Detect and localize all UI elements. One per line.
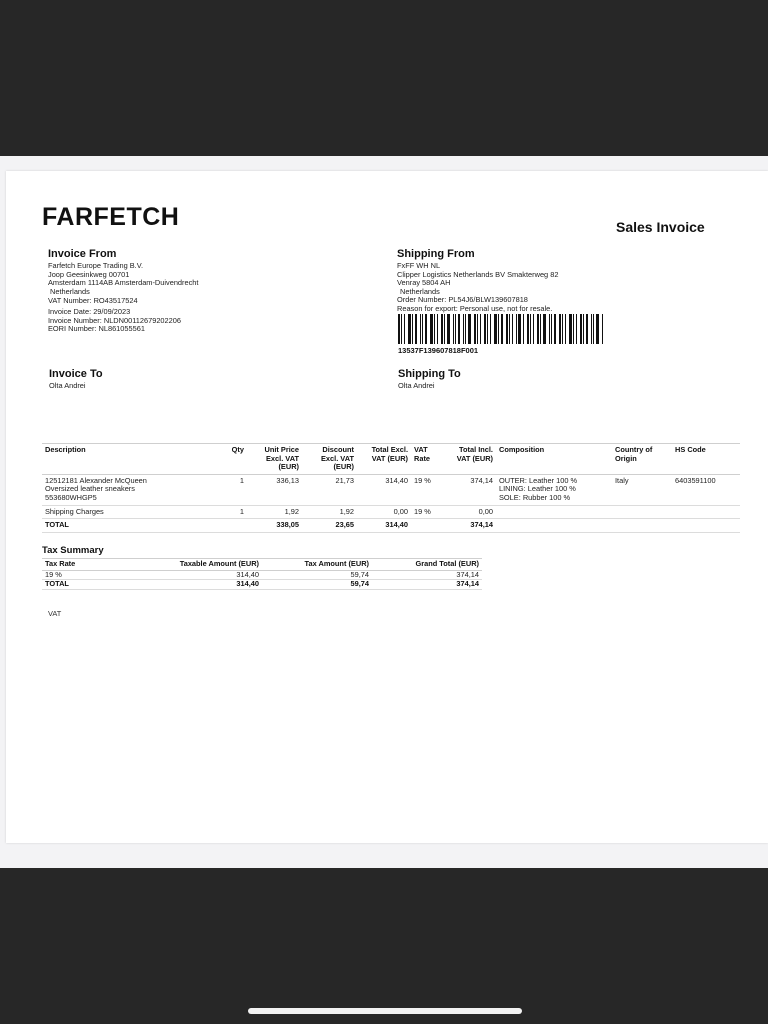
barcode-bar (474, 314, 476, 344)
barcode-bar (586, 314, 588, 344)
item-hs-code: 6403591100 (675, 475, 716, 485)
barcode-bar (583, 314, 584, 344)
barcode-bar (453, 314, 454, 344)
barcode-bar (530, 314, 531, 344)
shipping-qty: 1 (239, 506, 244, 516)
shipping-to-block (398, 368, 461, 391)
barcode-bar (518, 314, 521, 344)
table-row (42, 570, 482, 580)
bottom-dark-bar (0, 868, 768, 1024)
barcode-bar (468, 314, 471, 344)
col-taxable-amount: Taxable Amount (EUR) (179, 559, 259, 568)
barcode-bar (398, 314, 400, 344)
barcode-bar (516, 314, 517, 344)
grand-total-value: 374,14 (456, 569, 479, 579)
barcode-bar (506, 314, 508, 344)
item-qty: 1 (239, 475, 244, 485)
barcode-bar (480, 314, 481, 344)
barcode-bar (415, 314, 417, 344)
barcode-bar (408, 314, 411, 344)
barcode-bar (422, 314, 423, 344)
col-total-incl: Total Incl. VAT (EUR) (456, 445, 493, 463)
col-grand-total: Grand Total (EUR) (415, 559, 479, 568)
total-label: TOTAL (45, 520, 69, 530)
item-total-incl: 374,14 (470, 475, 493, 485)
item-vat-rate: 19 % (414, 475, 431, 485)
barcode-bar (484, 314, 486, 344)
invoice-to-heading: Invoice To (49, 368, 103, 380)
order-number: Order Number: PL54J6/BLW139607818 (397, 295, 528, 305)
shipping-unit-price: 1,92 (284, 506, 299, 516)
barcode-bar (487, 314, 488, 344)
shipping-from-line: Netherlands (400, 286, 440, 296)
barcode-bar (543, 314, 546, 344)
barcode-bar (573, 314, 574, 344)
total-unit-price: 338,05 (276, 520, 299, 530)
col-description: Description (45, 445, 86, 454)
composition-line: OUTER: Leather 100 % (499, 475, 578, 485)
shipping-total-excl: 0,00 (393, 506, 408, 516)
tax-rate-value: 19 % (45, 569, 62, 579)
barcode-bar (455, 314, 456, 344)
barcode-bar (576, 314, 577, 344)
tax-total-row (42, 580, 482, 590)
barcode-bar (549, 314, 550, 344)
barcode-bar (540, 314, 541, 344)
col-composition: Composition (499, 445, 545, 454)
barcode-bar (596, 314, 599, 344)
shipment-barcode (398, 314, 606, 344)
farfetch-logo: FARFETCH (42, 203, 180, 231)
barcode-bar (523, 314, 524, 344)
table-row (42, 505, 740, 519)
barcode-bar (458, 314, 460, 344)
barcode-bar (401, 314, 402, 344)
barcode-bar (444, 314, 445, 344)
barcode-bar (512, 314, 513, 344)
tax-total-taxable: 314,40 (236, 579, 259, 589)
item-unit-price: 336,13 (276, 475, 299, 485)
barcode-bar (591, 314, 592, 344)
barcode-bar (501, 314, 503, 344)
invoice-date: Invoice Date: 29/09/2023 (48, 306, 131, 316)
invoice-from-line: Farfetch Europe Trading B.V. (48, 261, 144, 270)
shipping-total-incl: 0,00 (478, 506, 493, 516)
invoice-items-table (42, 443, 740, 533)
tax-total-label: TOTAL (45, 579, 69, 589)
barcode-bar (509, 314, 510, 344)
table-row (42, 474, 740, 505)
barcode-bar (554, 314, 556, 344)
composition-line: SOLE: Rubber 100 % (499, 492, 571, 502)
item-desc-line: Oversized leather sneakers (45, 484, 135, 494)
item-discount: 21,73 (335, 475, 354, 485)
shipping-to-name: Olta Andrei (398, 381, 435, 390)
vat-note: VAT (48, 609, 62, 618)
table-header-row (42, 444, 740, 475)
barcode-bar (537, 314, 539, 344)
invoice-from-heading: Invoice From (48, 248, 117, 260)
tax-amount-value: 59,74 (350, 569, 369, 579)
barcode-bar (533, 314, 534, 344)
barcode-bar (425, 314, 427, 344)
barcode-bar (465, 314, 466, 344)
shipping-description: Shipping Charges (45, 506, 104, 516)
shipping-from-block (397, 248, 558, 314)
taxable-amount-value: 314,40 (236, 569, 259, 579)
shipping-to-heading: Shipping To (398, 368, 461, 380)
tax-header-row (42, 559, 482, 571)
invoice-to-name: Olta Andrei (49, 381, 86, 390)
col-unit-price: Unit Price Excl. VAT (EUR) (264, 445, 299, 472)
invoice-from-line: Amsterdam 1114AB Amsterdam-Duivendrecht (48, 278, 199, 288)
shipping-from-line: Clipper Logistics Netherlands BV Smakterweg 82 (397, 269, 559, 279)
barcode-bar (602, 314, 603, 344)
barcode-bar (420, 314, 421, 344)
top-dark-bar (0, 0, 768, 156)
col-vat-rate: VAT Rate (414, 445, 431, 463)
barcode-bar (463, 314, 464, 344)
invoice-from-line: Joop Geesinkweg 00701 (48, 269, 130, 279)
col-country-origin: Country of Origin (615, 445, 653, 463)
item-total-excl: 314,40 (385, 475, 408, 485)
item-origin: Italy (615, 475, 629, 485)
shipping-from-line: FxFF WH NL (397, 261, 441, 270)
barcode-bar (593, 314, 594, 344)
col-qty: Qty (231, 445, 244, 454)
col-discount: Discount Excl. VAT (EUR) (321, 445, 354, 472)
vat-number: VAT Number: RO43517524 (48, 296, 138, 306)
tax-summary-title: Tax Summary (42, 545, 104, 556)
home-indicator[interactable] (248, 1008, 522, 1014)
barcode-bar (569, 314, 572, 344)
item-desc-line: 553680WHGP5 (45, 492, 97, 502)
barcode-bar (434, 314, 435, 344)
total-incl: 374,14 (470, 520, 493, 530)
barcode-bar (404, 314, 405, 344)
barcode-bar (477, 314, 478, 344)
barcode-bar (412, 314, 413, 344)
barcode-bar (437, 314, 438, 344)
item-composition (496, 474, 612, 505)
shipping-vat-rate: 19 % (414, 506, 431, 516)
invoice-to-block (49, 368, 103, 391)
item-desc-line: 12512181 Alexander McQueen (45, 475, 147, 485)
barcode-bar (447, 314, 450, 344)
tax-total-grand: 374,14 (456, 579, 479, 589)
barcode-number: 13537F139607818F001 (398, 346, 479, 355)
invoice-from-line: Netherlands (50, 286, 90, 296)
barcode-bar (527, 314, 529, 344)
barcode-bar (498, 314, 499, 344)
barcode-bar (559, 314, 561, 344)
invoice-from-block (48, 248, 198, 334)
barcode-bar (490, 314, 491, 344)
col-hs-code: HS Code (675, 445, 706, 454)
barcode-bar (565, 314, 566, 344)
invoice-number: Invoice Number: NLDN00112679202206 (48, 315, 181, 325)
shipping-discount: 1,92 (339, 506, 354, 516)
total-discount: 23,65 (335, 520, 354, 530)
col-total-excl: Total Excl. VAT (EUR) (371, 445, 408, 463)
eori-number: EORI Number: NL861055561 (48, 324, 145, 334)
barcode-bar (494, 314, 497, 344)
item-description (42, 474, 217, 505)
barcode-bar (580, 314, 582, 344)
barcode-bar (551, 314, 552, 344)
barcode-bar (441, 314, 443, 344)
sales-invoice-title: Sales Invoice (616, 219, 705, 235)
reason-for-export: Reason for export: Personal use, not for resale. (397, 303, 553, 313)
barcode-bar (430, 314, 433, 344)
shipping-from-line: Venray 5804 AH (397, 278, 451, 288)
tax-total-tax: 59,74 (350, 579, 369, 589)
col-tax-amount: Tax Amount (EUR) (304, 559, 369, 568)
tax-summary-table (42, 558, 482, 590)
shipping-from-heading: Shipping From (397, 248, 475, 260)
composition-line: LINING: Leather 100 % (499, 484, 576, 494)
col-tax-rate: Tax Rate (45, 559, 76, 568)
total-row (42, 519, 740, 533)
total-excl: 314,40 (385, 520, 408, 530)
barcode-bar (562, 314, 563, 344)
